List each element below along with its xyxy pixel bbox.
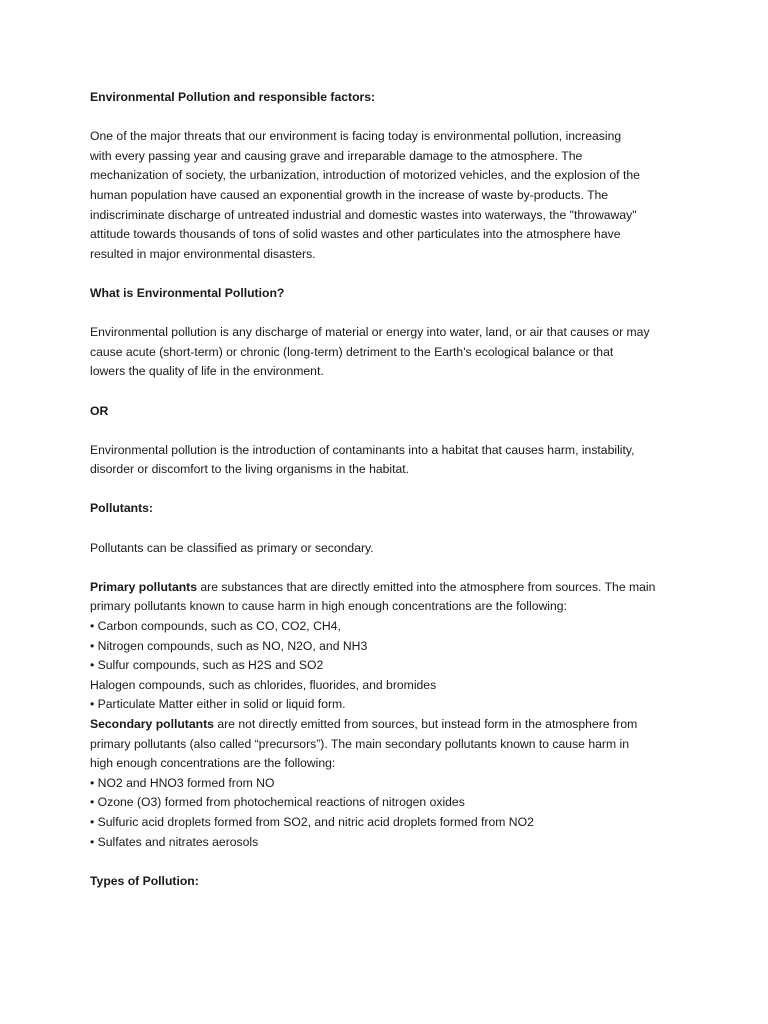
spacer [90,519,680,539]
intro-line: human population have caused an exponential growth in the increase of waste by-products. The [90,187,609,202]
intro-paragraph [90,127,680,264]
primary-definition-text: are substances that are directly emitted into the atmosphere from sources. The main [197,579,656,594]
secondary-term: Secondary pollutants [90,717,214,731]
spacer [90,852,680,872]
primary-definition-line [90,578,680,598]
secondary-definition-line [90,715,680,735]
definition-line: Environmental pollution is any discharge of material or energy into water, land, or air that causes or may [90,325,650,340]
definition-paragraph-2 [90,441,680,480]
secondary-definition-line: high enough concentrations are the following: [90,756,336,771]
spacer [90,480,680,500]
list-item: • Carbon compounds, such as CO, CO2, CH4, [90,619,341,634]
definition-line: disorder or discomfort to the living organisms in the habitat. [90,462,410,477]
intro-line: mechanization of society, the urbanization, introduction of motorized vehicles, and the explosion of the [90,168,640,183]
secondary-pollutants-section [90,715,680,852]
intro-line: resulted in major environmental disasters. [90,246,316,261]
list-item: Halogen compounds, such as chlorides, fluorides, and bromides [90,677,437,692]
definition-line: lowers the quality of life in the environment. [90,364,324,379]
spacer [90,421,680,441]
primary-term: Primary pollutants [90,579,198,594]
primary-pollutants-section [90,578,680,715]
list-item: • Ozone (O3) formed from photochemical reactions of nitrogen oxides [90,795,465,810]
list-item: • Sulfates and nitrates aerosols [90,834,259,849]
list-item: • Particulate Matter either in solid or liquid form. [90,697,346,712]
what-heading: What is Environmental Pollution? [90,285,285,300]
pollutants-heading: Pollutants: [90,501,153,516]
types-heading: Types of Pollution: [90,873,199,888]
list-item: • Nitrogen compounds, such as NO, N2O, and NH3 [90,638,368,653]
primary-definition-line: primary pollutants known to cause harm in high enough concentrations are the following: [90,599,567,614]
spacer [90,558,680,578]
document-title: Environmental Pollution and responsible factors: [90,90,376,104]
secondary-definition-text: are not directly emitted from sources, but instead form in the atmosphere from [213,717,638,731]
pollutants-intro: Pollutants can be classified as primary or secondary. [90,540,374,555]
list-item: • Sulfur compounds, such as H2S and SO2 [90,658,324,673]
intro-line: attitude towards thousands of tons of solid wastes and other particulates into the atmosphere have [90,227,621,242]
definition-line: Environmental pollution is the introduction of contaminants into a habitat that causes harm, instability, [90,442,635,457]
spacer [90,108,680,128]
list-item: • NO2 and HNO3 formed from NO [90,775,275,790]
intro-line: One of the major threats that our environment is facing today is environmental pollution, increasing [90,129,622,144]
spacer [90,304,680,324]
definition-paragraph-1 [90,323,680,382]
intro-line: indiscriminate discharge of untreated industrial and domestic wastes into waterways, the "throwaway" [90,207,637,222]
intro-line: with every passing year and causing grave and irreparable damage to the atmosphere. The [90,148,583,163]
secondary-definition-line: primary pollutants (also called “precursors”). The main secondary pollutants known to cause harm in [90,736,629,751]
definition-line: cause acute (short-term) or chronic (long-term) detriment to the Earth's ecological balance or that [90,344,614,359]
list-item: • Sulfuric acid droplets formed from SO2, and nitric acid droplets formed from NO2 [90,814,534,829]
or-label: OR [90,403,109,418]
spacer [90,382,680,402]
document-page [90,88,680,891]
spacer [90,264,680,284]
